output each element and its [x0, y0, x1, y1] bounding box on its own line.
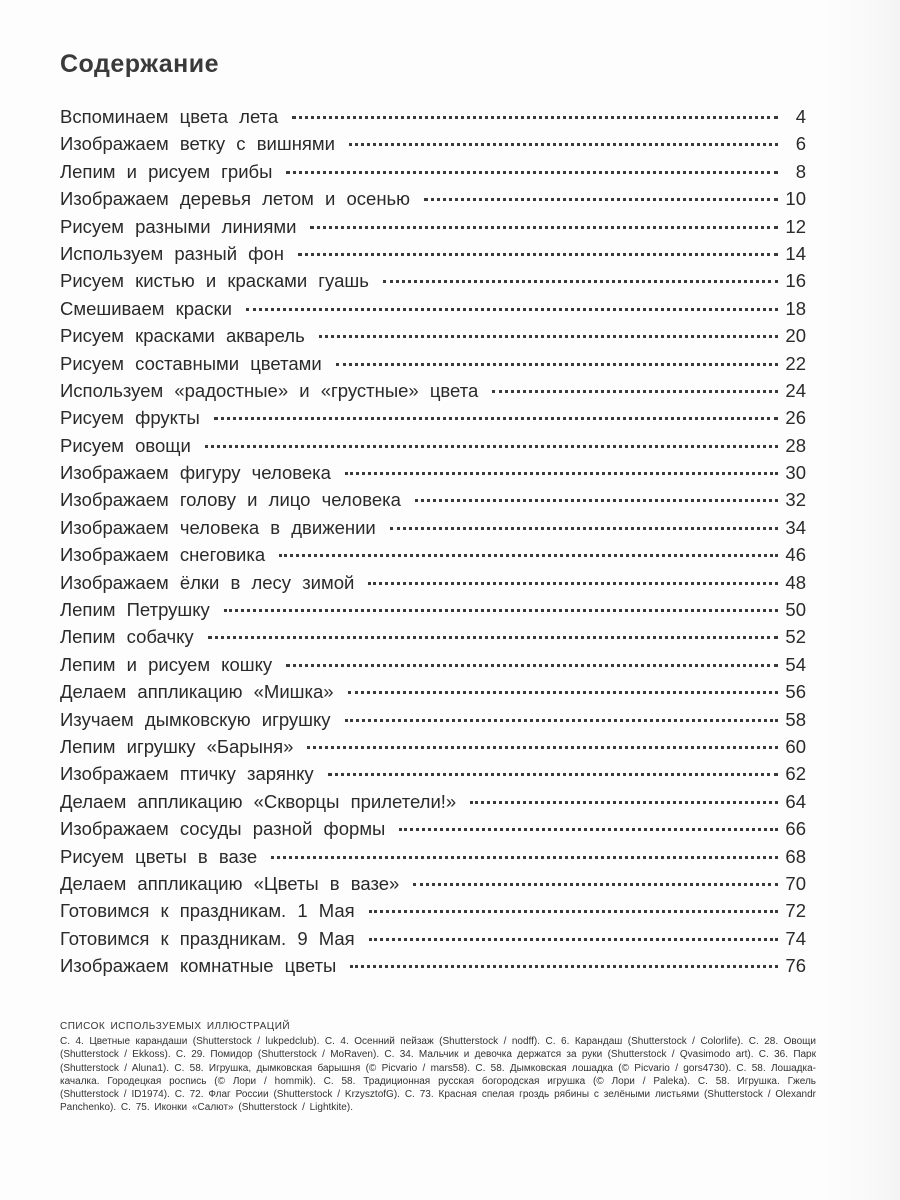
toc-entry	[60, 599, 806, 626]
toc-entry	[60, 900, 806, 927]
toc-entry	[60, 955, 806, 982]
toc-entry	[60, 435, 806, 462]
toc-entry	[60, 846, 806, 873]
toc-entry-title: Изображаем ветку с вишнями	[60, 133, 335, 155]
toc-entry-page: 10	[785, 188, 806, 210]
toc-entry	[60, 873, 806, 900]
dot-leader	[307, 746, 778, 749]
toc-entry	[60, 407, 806, 434]
page-title: Содержание	[60, 50, 220, 78]
toc-entry-title: Изображаем деревья летом и осенью	[60, 188, 411, 210]
toc-entry-title: Рисуем красками акварель	[60, 325, 305, 347]
toc-entry-page: 56	[785, 681, 806, 703]
toc-entry-page: 60	[785, 735, 806, 757]
toc-entry	[60, 763, 806, 790]
toc-entry-title: Лепим и рисуем грибы	[60, 160, 273, 182]
page-edge-shadow	[820, 0, 900, 1200]
toc-entry-page: 66	[785, 818, 806, 840]
toc-entry-title: Используем «радостные» и «грустные» цвета	[60, 379, 479, 401]
toc-entry	[60, 325, 806, 352]
dot-leader	[368, 582, 778, 585]
toc-entry-title: Смешиваем краски	[60, 297, 232, 319]
toc-entry-page: 64	[785, 790, 806, 812]
dot-leader	[413, 883, 778, 886]
toc-entry-title: Изображаем комнатные цветы	[60, 955, 337, 977]
toc-entry-page: 30	[785, 462, 806, 484]
toc-entry-page: 14	[785, 242, 806, 264]
toc-entry-title: Рисуем овощи	[60, 434, 191, 456]
toc-entry-page: 20	[785, 325, 806, 347]
dot-leader	[286, 664, 778, 667]
toc-entry	[60, 681, 806, 708]
toc-entry-title: Вспоминаем цвета лета	[60, 106, 279, 127]
toc-entry-page: 72	[785, 900, 806, 922]
dot-leader	[319, 335, 778, 338]
dot-leader	[383, 280, 778, 283]
dot-leader	[286, 171, 778, 174]
toc-entry	[60, 106, 806, 133]
toc-entry-page: 48	[785, 571, 806, 593]
toc-entry-page: 8	[795, 160, 806, 182]
toc-entry	[60, 380, 806, 407]
toc-entry	[60, 133, 806, 160]
toc-entry-page: 12	[785, 215, 806, 237]
dot-leader	[246, 308, 778, 311]
dot-leader	[208, 636, 778, 639]
toc-entry	[60, 818, 806, 845]
toc-entry	[60, 243, 806, 270]
toc-entry-title: Рисуем цветы в вазе	[60, 845, 258, 867]
illustration-credits	[60, 1020, 816, 1114]
toc-entry-title: Изображаем ёлки в лесу зимой	[60, 571, 355, 593]
toc-entry-title: Изображаем фигуру человека	[60, 462, 331, 484]
dot-leader	[470, 801, 778, 804]
toc-entry-page: 62	[785, 763, 806, 785]
toc-entry	[60, 216, 806, 243]
toc-entry-title: Изображаем голову и лицо человека	[60, 489, 401, 511]
toc-entry	[60, 270, 806, 297]
toc-entry-title: Лепим игрушку «Барыня»	[60, 735, 294, 757]
toc-entry-page: 4	[795, 106, 806, 127]
toc-entry-title: Делаем аппликацию «Скворцы прилетели!»	[60, 790, 457, 812]
toc-entry-title: Готовимся к праздникам. 1 Мая	[60, 900, 355, 922]
toc-entry	[60, 462, 806, 489]
dot-leader	[310, 226, 778, 229]
toc-entry-page: 16	[785, 270, 806, 292]
toc-entry-page: 22	[785, 352, 806, 374]
toc-entry-title: Делаем аппликацию «Цветы в вазе»	[60, 872, 400, 894]
dot-leader	[224, 609, 778, 612]
toc-entry-title: Изображаем человека в движении	[60, 516, 376, 538]
toc-entry-page: 24	[785, 379, 806, 401]
toc-entry-page: 34	[785, 516, 806, 538]
dot-leader	[424, 198, 778, 201]
toc-entry-page: 68	[785, 845, 806, 867]
toc-entry-page: 26	[785, 407, 806, 429]
toc-entry	[60, 791, 806, 818]
toc-entry-page: 50	[785, 599, 806, 621]
dot-leader	[328, 773, 778, 776]
table-of-contents	[60, 106, 806, 983]
toc-entry-title: Изображаем снеговика	[60, 544, 266, 566]
toc-entry	[60, 544, 806, 571]
dot-leader	[415, 499, 778, 502]
toc-entry-page: 76	[785, 955, 806, 977]
dot-leader	[336, 363, 778, 366]
toc-entry-page: 58	[785, 708, 806, 730]
toc-entry	[60, 353, 806, 380]
credits-text: С. 4. Цветные карандаши (Shutterstock / lukpedclub). С. 4. Осенний пейзаж (Shutterstock / nodff). С. 6. Карандаш (Shutterstock / Colorlife). С. 28. Овощи (Shutterstock / Ekkoss). С. 29. Помидор (Shutterstock / MoRaven). С. 34. Мальчик и девочка держатся за руки (Shutterstock / Qvasimodo art). С. 36. Парк (Shutterstock / Aluna1). С. 58. Игрушка, дымковская барышня (© Picvario / mars58). С. 58. Дымковская лошадка (© Picvario / gors4730). С. 58. Лошадка-качалка. Городецкая роспись (© Лори / hommik). С. 58. Традиционная русская богородская игрушка (© Лори / Paleka). С. 58. Игрушка. Гжель (Shutterstock / ID1974). С. 72. Флаг России (Shutterstock / KrzysztofG). С. 73. Красная спелая гроздь рябины с зелёными листьями (Shutterstock / Olexandr Panchenko). С. 75. Иконки «Салют» (Shutterstock / Lightkite).	[60, 1036, 816, 1114]
toc-entry	[60, 517, 806, 544]
toc-entry	[60, 188, 806, 215]
dot-leader	[205, 445, 778, 448]
toc-entry	[60, 298, 806, 325]
toc-entry-page: 54	[785, 653, 806, 675]
toc-entry-title: Лепим и рисуем кошку	[60, 653, 273, 675]
dot-leader	[369, 910, 778, 913]
toc-entry	[60, 626, 806, 653]
toc-entry-page: 28	[785, 434, 806, 456]
dot-leader	[369, 938, 778, 941]
toc-entry-page: 52	[785, 626, 806, 648]
toc-entry-title: Изображаем сосуды разной формы	[60, 818, 386, 840]
toc-entry	[60, 572, 806, 599]
toc-entry-title: Лепим собачку	[60, 626, 194, 648]
toc-entry-page: 32	[785, 489, 806, 511]
dot-leader	[279, 554, 778, 557]
dot-leader	[271, 856, 778, 859]
toc-entry-title: Рисуем фрукты	[60, 407, 200, 429]
toc-entry-title: Лепим Петрушку	[60, 599, 210, 621]
toc-entry-title: Изучаем дымковскую игрушку	[60, 708, 331, 730]
dot-leader	[349, 143, 778, 146]
toc-entry-title: Рисуем кистью и красками гуашь	[60, 270, 369, 292]
toc-entry-title: Изображаем птичку зарянку	[60, 763, 314, 785]
toc-entry	[60, 654, 806, 681]
dot-leader	[350, 965, 778, 968]
dot-leader	[345, 472, 778, 475]
toc-entry	[60, 736, 806, 763]
toc-entry-page: 74	[785, 927, 806, 949]
dot-leader	[298, 253, 778, 256]
toc-entry-title: Рисуем разными линиями	[60, 215, 297, 237]
toc-entry-page: 6	[795, 133, 806, 155]
toc-entry-page: 18	[785, 297, 806, 319]
toc-entry	[60, 928, 806, 955]
dot-leader	[390, 527, 778, 530]
toc-entry	[60, 161, 806, 188]
toc-entry-page: 70	[785, 872, 806, 894]
dot-leader	[292, 116, 778, 119]
dot-leader	[345, 719, 778, 722]
dot-leader	[492, 390, 778, 393]
toc-entry-page: 46	[785, 544, 806, 566]
toc-entry	[60, 489, 806, 516]
toc-entry-title: Готовимся к праздникам. 9 Мая	[60, 927, 355, 949]
dot-leader	[399, 828, 778, 831]
dot-leader	[214, 417, 778, 420]
dot-leader	[348, 691, 778, 694]
credits-heading: СПИСОК ИСПОЛЬЗУЕМЫХ ИЛЛЮСТРАЦИЙ	[60, 1021, 291, 1032]
toc-entry-title: Используем разный фон	[60, 242, 284, 264]
toc-entry-title: Делаем аппликацию «Мишка»	[60, 681, 334, 703]
toc-entry-title: Рисуем составными цветами	[60, 352, 322, 374]
toc-entry	[60, 709, 806, 736]
